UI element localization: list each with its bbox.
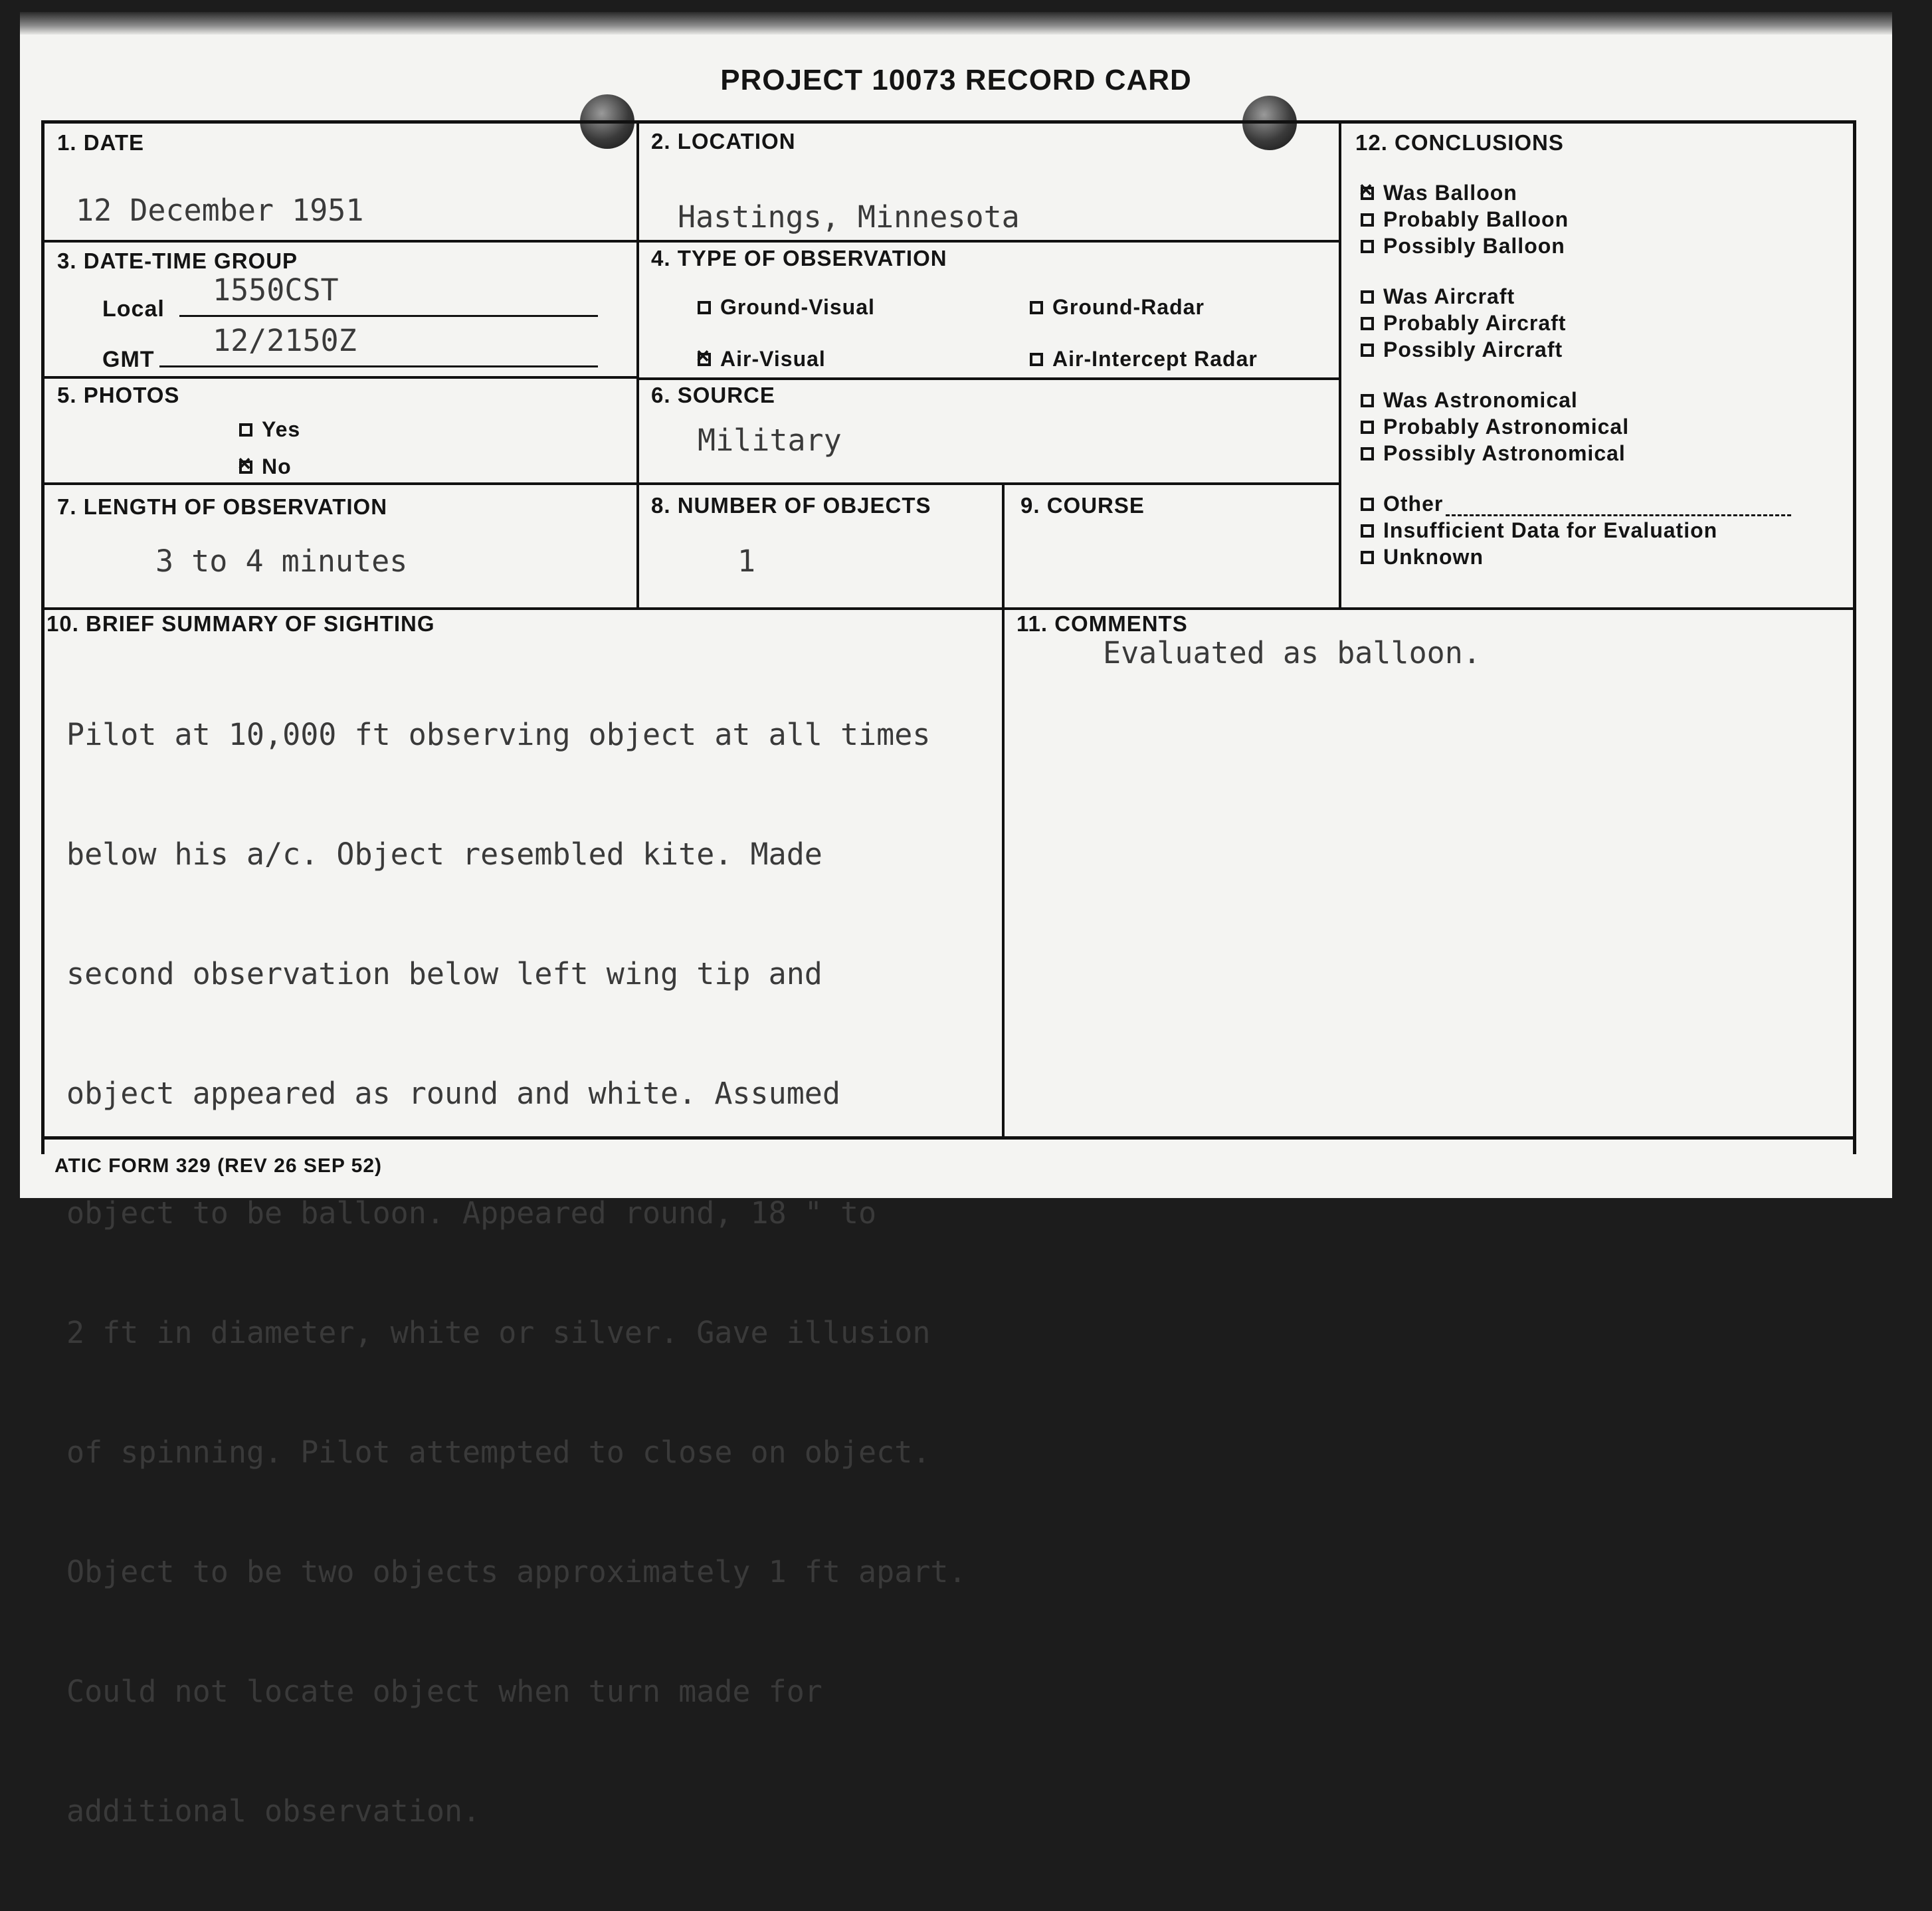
course-label: 9. COURSE (1020, 493, 1145, 518)
option-label: No (262, 454, 292, 478)
divider-row2-mid (636, 377, 1341, 380)
conclusion-possibly-aircraft[interactable] (1361, 338, 1563, 362)
dtg-gmt-value: 12/2150Z (213, 323, 357, 358)
option-label: Possibly Astronomical (1383, 441, 1626, 465)
conclusion-other[interactable] (1361, 492, 1791, 516)
checkbox-icon (698, 301, 711, 314)
summary-line: Could not locate object when turn made for (66, 1674, 822, 1709)
summary-line: 2 ft in diameter, white or silver. Gave illusion (66, 1315, 931, 1350)
dtg-local-underline (179, 315, 598, 317)
conclusion-probably-aircraft[interactable] (1361, 311, 1566, 336)
checkbox-icon (1361, 290, 1374, 304)
frame-top (41, 120, 1856, 124)
photos-label: 5. PHOTOS (57, 383, 180, 407)
source-value: Military (698, 423, 842, 458)
photos-no-option[interactable] (239, 454, 292, 479)
summary-line: object appeared as round and white. Assumed (66, 1076, 840, 1111)
summary-label: 10. BRIEF SUMMARY OF SIGHTING (47, 611, 435, 636)
obs-ground-radar-option[interactable] (1030, 295, 1205, 320)
option-label: Ground-Radar (1052, 295, 1205, 319)
summary-line: additional observation. (66, 1793, 481, 1829)
option-label: Air-Visual (720, 347, 826, 371)
checkbox-icon (239, 423, 252, 437)
option-label: Probably Balloon (1383, 207, 1569, 231)
frame-right (1853, 120, 1856, 1154)
frame-left (41, 120, 45, 1154)
conclusions-label: 12. CONCLUSIONS (1355, 130, 1564, 155)
option-label: Possibly Balloon (1383, 234, 1565, 258)
divider-col1 (636, 120, 639, 609)
date-label: 1. DATE (57, 130, 145, 155)
date-value: 12 December 1951 (76, 193, 364, 228)
obs-air-intercept-radar-option[interactable] (1030, 347, 1258, 371)
summary-line: second observation below left wing tip and (66, 956, 822, 991)
dtg-gmt-label: GMT (102, 347, 155, 372)
photos-yes-option[interactable] (239, 417, 300, 442)
option-label: Air-Intercept Radar (1052, 347, 1258, 371)
checkbox-icon (1361, 317, 1374, 330)
dtg-local-value: 1550CST (213, 272, 339, 308)
divider-row3 (41, 482, 1341, 485)
checkbox-icon (1361, 344, 1374, 357)
conclusion-possibly-astronomical[interactable] (1361, 441, 1626, 466)
option-label: Was Balloon (1383, 181, 1517, 205)
checkbox-icon (1361, 447, 1374, 460)
summary-line: Pilot at 10,000 ft observing object at all times (66, 717, 931, 752)
divider-row1-left (41, 240, 639, 243)
option-label: Ground-Visual (720, 295, 875, 319)
form-footer: ATIC FORM 329 (REV 26 SEP 52) (54, 1155, 383, 1177)
divider-row1-mid (636, 240, 1341, 243)
option-label: Probably Astronomical (1383, 415, 1630, 439)
source-label: 6. SOURCE (651, 383, 775, 407)
dtg-local-label: Local (102, 296, 165, 322)
option-label: Other (1383, 492, 1444, 516)
scan-top-edge (20, 12, 1892, 35)
checkbox-icon (1030, 301, 1043, 314)
conclusion-probably-astronomical[interactable] (1361, 415, 1629, 439)
conclusion-probably-balloon[interactable] (1361, 207, 1569, 232)
card-title: PROJECT 10073 RECORD CARD (720, 64, 1192, 96)
objects-label: 8. NUMBER OF OBJECTS (651, 493, 931, 518)
divider-objects-course (1002, 484, 1005, 609)
conclusion-insufficient-data[interactable] (1361, 518, 1717, 543)
dtg-label: 3. DATE-TIME GROUP (57, 249, 298, 273)
option-label: Probably Aircraft (1383, 311, 1567, 335)
option-label: Yes (262, 417, 301, 441)
dtg-gmt-underline (159, 365, 598, 367)
location-label: 2. LOCATION (651, 129, 796, 153)
comments-value: Evaluated as balloon. (1103, 635, 1481, 670)
length-label: 7. LENGTH OF OBSERVATION (57, 494, 388, 519)
conclusion-unknown[interactable] (1361, 545, 1484, 569)
conclusion-was-aircraft[interactable] (1361, 284, 1515, 309)
summary-line: object to be balloon. Appeared round, 18 " to (66, 1195, 877, 1231)
option-label: Was Astronomical (1383, 388, 1578, 412)
other-blank-line[interactable] (1446, 514, 1791, 516)
checkbox-icon (1361, 498, 1374, 511)
option-label: Possibly Aircraft (1383, 338, 1563, 361)
divider-row2-left (41, 376, 639, 379)
location-value: Hastings, Minnesota (678, 199, 1020, 235)
checkbox-icon (1361, 240, 1374, 253)
obs-ground-visual-option[interactable] (698, 295, 875, 320)
objects-value: 1 (737, 544, 756, 579)
checkbox-checked-icon (1361, 187, 1374, 200)
conclusion-possibly-balloon[interactable] (1361, 234, 1565, 258)
obs-air-visual-option[interactable] (698, 347, 826, 371)
summary-text (66, 635, 1103, 1911)
option-label: Was Aircraft (1383, 284, 1515, 308)
length-value: 3 to 4 minutes (155, 544, 408, 579)
comments-label: 11. COMMENTS (1016, 611, 1188, 636)
checkbox-icon (1361, 421, 1374, 434)
summary-line: of spinning. Pilot attempted to close on object. (66, 1435, 931, 1470)
option-label: Insufficient Data for Evaluation (1383, 518, 1718, 542)
observation-type-label: 4. TYPE OF OBSERVATION (651, 246, 947, 270)
checkbox-icon (1361, 394, 1374, 407)
checkbox-icon (1361, 213, 1374, 227)
checkbox-icon (1030, 353, 1043, 366)
option-label: Unknown (1383, 545, 1484, 569)
checkbox-checked-icon (239, 460, 252, 474)
summary-line: Object to be two objects approximately 1 ft apart. (66, 1554, 967, 1589)
divider-col2 (1339, 120, 1341, 609)
record-card (20, 12, 1892, 1829)
conclusion-was-balloon[interactable] (1361, 181, 1517, 205)
checkbox-icon (1361, 551, 1374, 564)
checkbox-icon (1361, 524, 1374, 538)
conclusion-was-astronomical[interactable] (1361, 388, 1578, 413)
summary-line: below his a/c. Object resembled kite. Made (66, 837, 822, 872)
checkbox-checked-icon (698, 353, 711, 366)
divider-row4 (41, 607, 1856, 610)
